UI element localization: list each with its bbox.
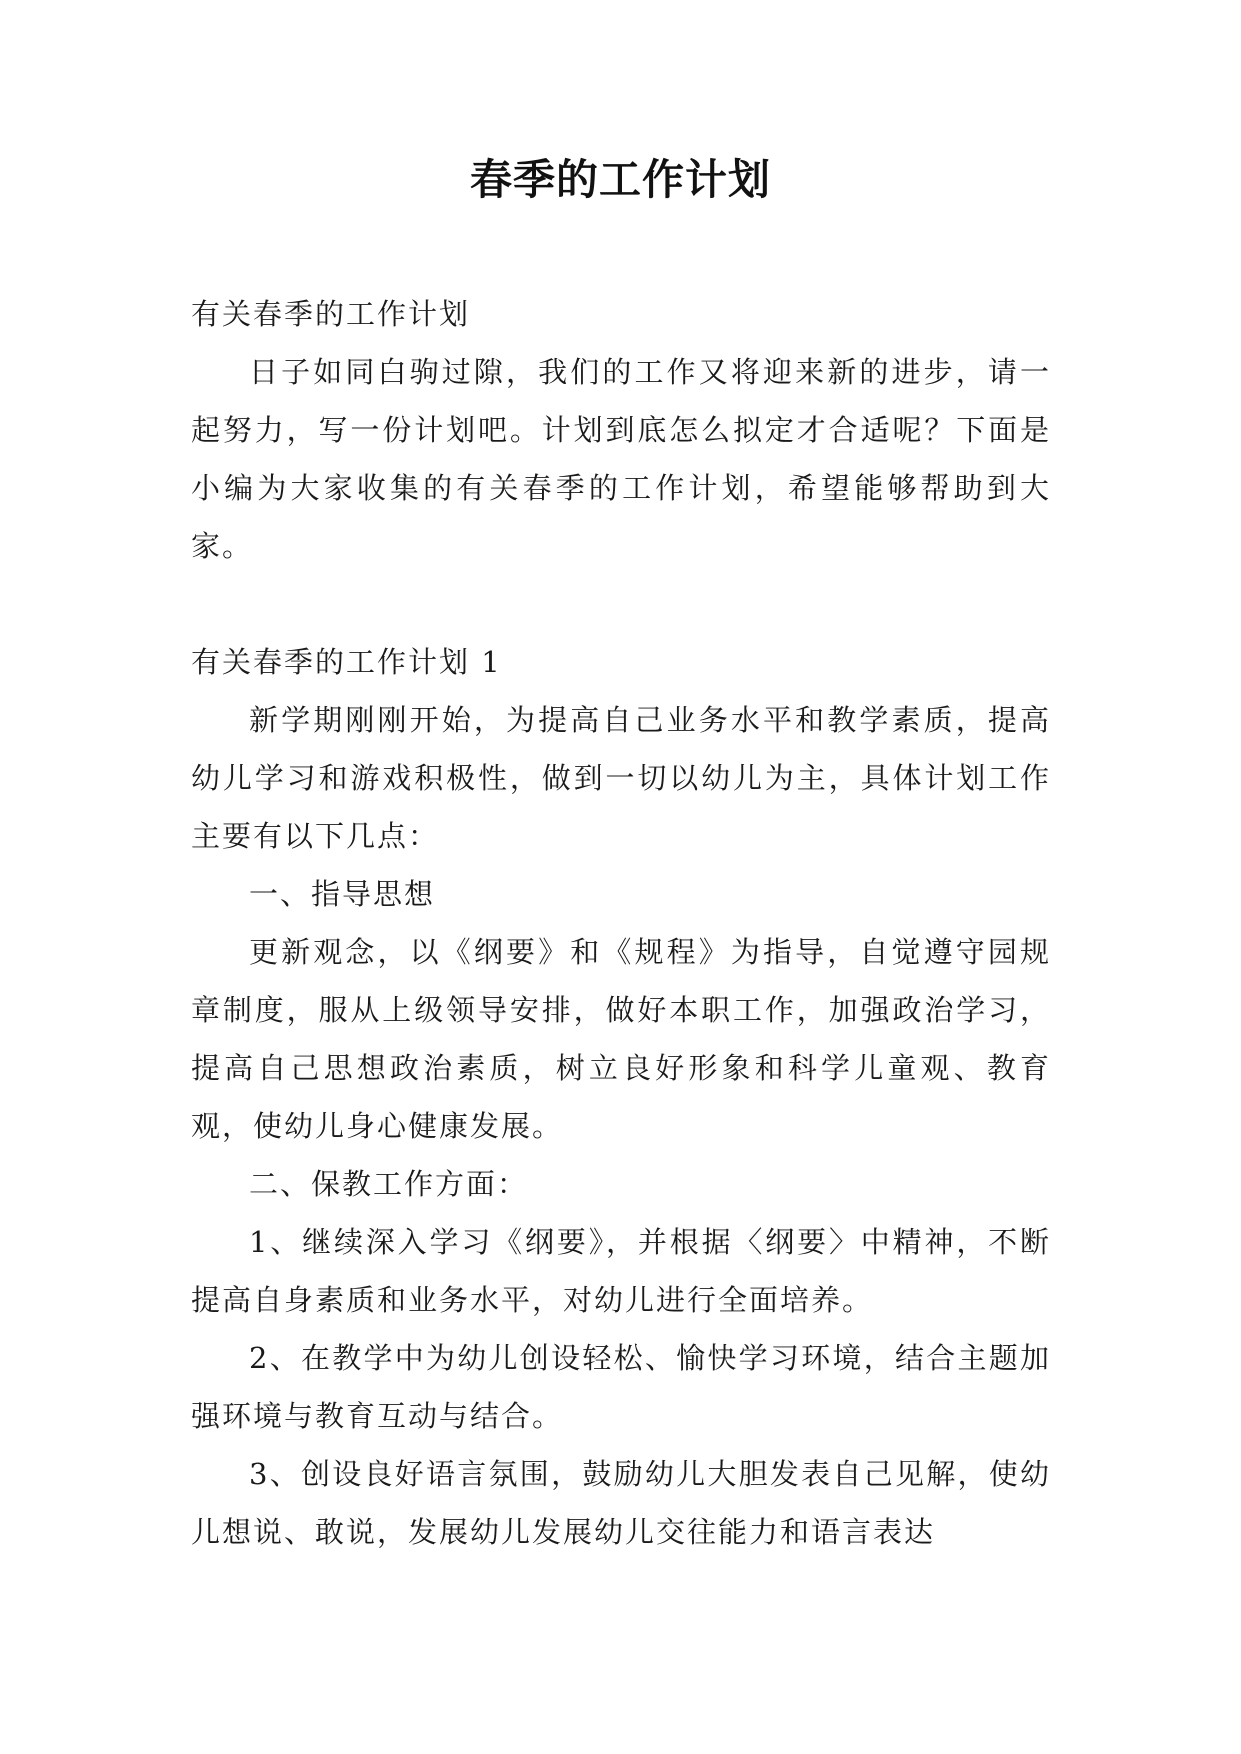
section1-heading: 有关春季的工作计划 1: [191, 645, 502, 679]
list-item-3: 3、创设良好语言氛围，鼓励幼儿大胆发表自己见解，使幼儿想说、敢说，发展幼儿发展幼儿交往能力和语言表达: [191, 1457, 1051, 1549]
list-item-1: 1、继续深入学习《纲要》，并根据〈纲要〉中精神，不断提高自身素质和业务水平，对幼儿进行全面培养。: [191, 1225, 1051, 1317]
paragraph-spacer: [191, 575, 1051, 633]
sub2-heading: 二、保教工作方面：: [249, 1167, 529, 1201]
document-title: 春季的工作计划: [469, 155, 771, 204]
sub1-paragraph: 更新观念，以《纲要》和《规程》为指导，自觉遵守园规章制度，服从上级领导安排，做好本职工作，加强政治学习，提高自己思想政治素质，树立良好形象和科学儿童观、教育观，使幼儿身心健康发展。: [191, 935, 1051, 1143]
document-body: [191, 285, 1051, 1561]
list-item-2: 2、在教学中为幼儿创设轻松、愉快学习环境，结合主题加强环境与教育互动与结合。: [191, 1341, 1051, 1433]
section1-paragraph: 新学期刚刚开始，为提高自己业务水平和教学素质，提高幼儿学习和游戏积极性，做到一切以幼儿为主，具体计划工作主要有以下几点：: [191, 703, 1051, 853]
intro-paragraph: 日子如同白驹过隙，我们的工作又将迎来新的进步，请一起努力，写一份计划吧。计划到底怎么拟定才合适呢？下面是小编为大家收集的有关春季的工作计划，希望能够帮助到大家。: [191, 355, 1051, 563]
intro-heading: 有关春季的工作计划: [191, 297, 471, 331]
sub1-heading: 一、指导思想: [249, 877, 436, 911]
